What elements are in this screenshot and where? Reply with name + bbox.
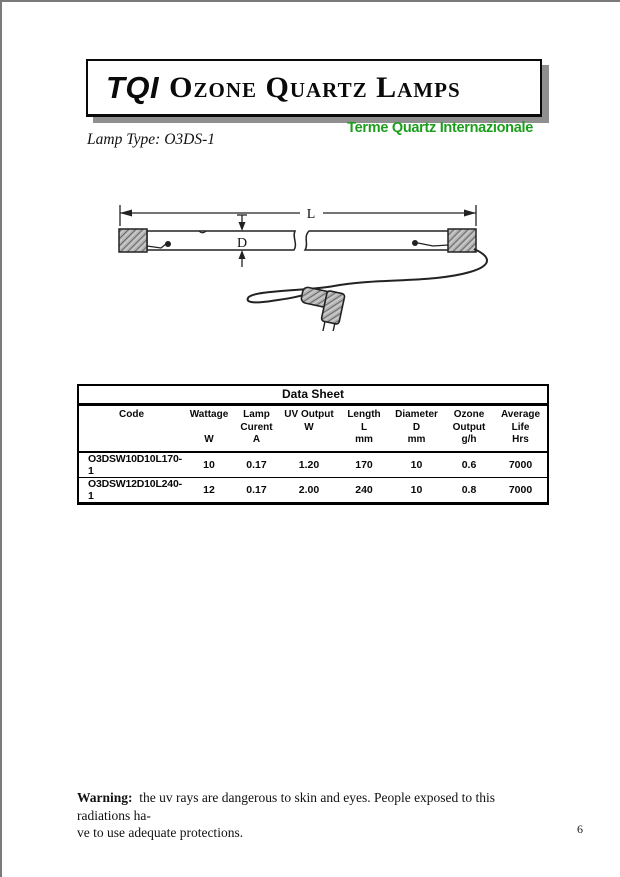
value-cell: 170 (355, 458, 373, 471)
column-header: Ozone Output g/h (444, 405, 494, 452)
value-cell: 10 (389, 477, 444, 503)
table-header-row (78, 405, 548, 452)
lamp-tube (147, 231, 449, 250)
value-cell: 7000 (508, 458, 533, 471)
table-body (78, 452, 548, 504)
end-cap-left (119, 229, 147, 252)
lamp-type-label: Lamp Type: O3DS-1 (87, 131, 216, 148)
data-sheet-table (77, 384, 549, 505)
value-cell: 240 (339, 477, 389, 503)
column-header: Diameter D mm (389, 405, 444, 452)
elbow-connector-icon (295, 285, 345, 331)
diameter-label: D (236, 236, 248, 251)
value-cell: 0.17 (246, 458, 267, 471)
column-header: Length L mm (339, 405, 389, 452)
value-cell: 12 (184, 477, 234, 503)
value-cell: 0.8 (444, 477, 494, 503)
value-cell: 0.17 (234, 477, 279, 503)
warning-label: Warning: (77, 790, 133, 805)
table-row (78, 452, 548, 478)
page-number: 6 (577, 822, 583, 836)
warning-line2: ve to use adequate protections. (77, 825, 244, 840)
table-row (78, 477, 548, 503)
column-header: UV Output W (279, 405, 339, 452)
page-title: Ozone Quartz Lamps (169, 70, 461, 104)
brand-subtitle: Terme Quartz Internazionale (347, 120, 533, 136)
table-title: Data Sheet (78, 385, 548, 405)
value-cell: 2.00 (279, 477, 339, 503)
brand-logo-text: TQI (106, 69, 160, 105)
value-cell: 0.6 (461, 458, 477, 471)
code-cell: O3DSW10D10L170-1 (88, 452, 182, 477)
warning-text (77, 789, 547, 842)
code-cell: O3DSW12D10L240-1 (78, 477, 184, 503)
end-cap-right (448, 229, 476, 252)
column-header: Wattage W (184, 405, 234, 452)
value-cell: 1.20 (298, 458, 320, 471)
value-cell: 10 (410, 458, 423, 471)
length-dimension (120, 205, 476, 226)
length-label: L (306, 207, 316, 222)
power-cable (248, 249, 487, 302)
column-header: Lamp Curent A (234, 405, 279, 452)
column-header: Code (78, 405, 184, 452)
warning-line1: the uv rays are dangerous to skin and eyes. People exposed to this radiations ha- (77, 790, 496, 823)
brand-banner (86, 59, 542, 117)
column-header: Average Life Hrs (494, 405, 548, 452)
value-cell: 7000 (494, 477, 548, 503)
value-cell: 10 (203, 458, 215, 471)
table-title-row (78, 385, 548, 405)
lamp-diagram (102, 199, 494, 331)
